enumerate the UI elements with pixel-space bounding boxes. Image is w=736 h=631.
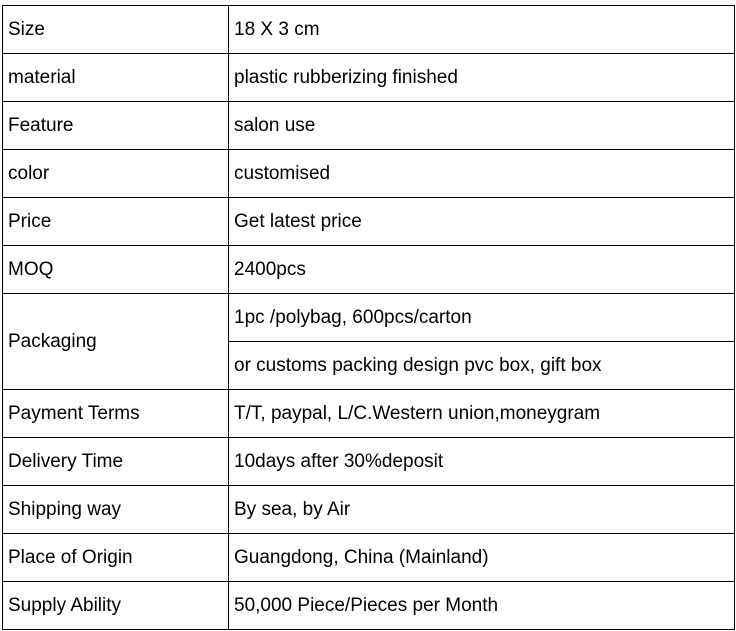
spec-value: 18 X 3 cm bbox=[229, 6, 735, 54]
spec-value: Get latest price bbox=[229, 198, 735, 246]
table-row bbox=[3, 582, 735, 630]
spec-label: Feature bbox=[3, 102, 229, 150]
table-row bbox=[3, 438, 735, 486]
spec-value: 10days after 30%deposit bbox=[229, 438, 735, 486]
table-row bbox=[3, 198, 735, 246]
table-row bbox=[3, 294, 735, 342]
table-row bbox=[3, 54, 735, 102]
spec-label: Supply Ability bbox=[3, 582, 229, 630]
spec-value: customised bbox=[229, 150, 735, 198]
spec-label: Packaging bbox=[3, 294, 229, 390]
spec-label: Shipping way bbox=[3, 486, 229, 534]
spec-label: Place of Origin bbox=[3, 534, 229, 582]
table-row bbox=[3, 246, 735, 294]
table-row bbox=[3, 390, 735, 438]
table-row bbox=[3, 102, 735, 150]
spec-value: 2400pcs bbox=[229, 246, 735, 294]
spec-value: By sea, by Air bbox=[229, 486, 735, 534]
spec-label: Size bbox=[3, 6, 229, 54]
spec-label: Price bbox=[3, 198, 229, 246]
spec-label: MOQ bbox=[3, 246, 229, 294]
spec-value: T/T, paypal, L/C.Western union,moneygram bbox=[229, 390, 735, 438]
table-row bbox=[3, 150, 735, 198]
spec-value: Guangdong, China (Mainland) bbox=[229, 534, 735, 582]
spec-value: 50,000 Piece/Pieces per Month bbox=[229, 582, 735, 630]
spec-value: plastic rubberizing finished bbox=[229, 54, 735, 102]
table-row bbox=[3, 534, 735, 582]
spec-label: color bbox=[3, 150, 229, 198]
spec-value: 1pc /polybag, 600pcs/carton bbox=[229, 294, 735, 342]
spec-label: material bbox=[3, 54, 229, 102]
spec-label: Payment Terms bbox=[3, 390, 229, 438]
spec-value: salon use bbox=[229, 102, 735, 150]
table-row bbox=[3, 6, 735, 54]
product-spec-table bbox=[2, 5, 735, 630]
spec-value: or customs packing design pvc box, gift box bbox=[229, 342, 735, 390]
spec-label: Delivery Time bbox=[3, 438, 229, 486]
table-row bbox=[3, 486, 735, 534]
